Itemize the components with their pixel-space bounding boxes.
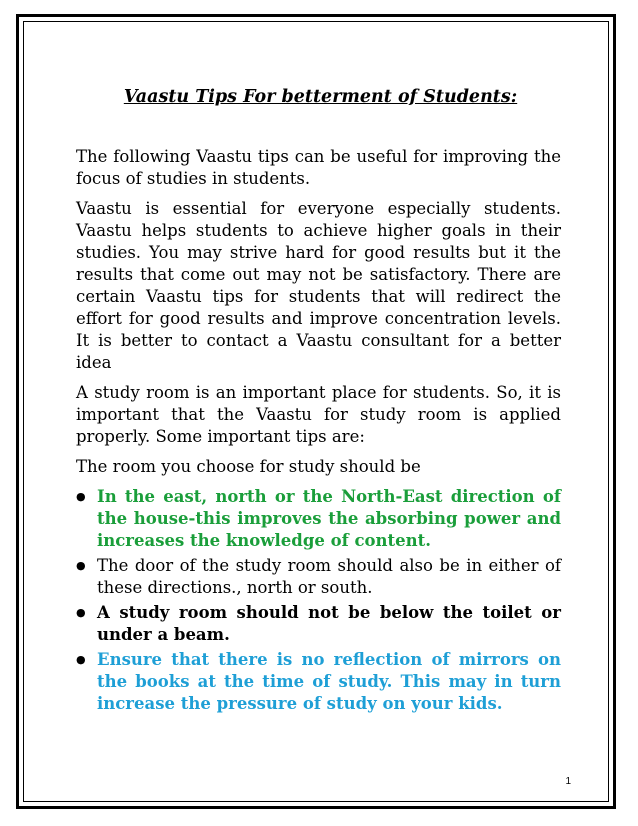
list-item-text: The door of the study room should also be in either of these directions., north or south. bbox=[97, 556, 561, 597]
document-body bbox=[76, 86, 561, 718]
bullet-icon: ● bbox=[76, 490, 86, 503]
document-title: Vaastu Tips For betterment of Students: bbox=[123, 87, 518, 107]
bullet-icon: ● bbox=[76, 606, 86, 619]
list-item bbox=[76, 602, 561, 646]
page-number: 1 bbox=[565, 776, 571, 787]
list-item-text: Ensure that there is no reflection of mirrors on the books at the time of study. This may in turn increase the pressure of study on your kids. bbox=[97, 650, 561, 713]
list-item bbox=[76, 486, 561, 552]
list-item-text: In the east, north or the North-East direction of the house-this improves the absorbing power and increases the knowledge of content. bbox=[97, 487, 561, 550]
bullet-icon: ● bbox=[76, 653, 86, 666]
paragraph-vaastu-essential: Vaastu is essential for everyone especially students. Vaastu helps students to achieve higher goals in their studies. You may strive hard for good results but it the results that come out may not be satisfactory. There are certain Vaastu tips for students that will redirect the effort for good results and improve concentration levels. It is better to contact a Vaastu consultant for a better idea bbox=[76, 199, 561, 372]
list-item bbox=[76, 649, 561, 715]
bullet-icon: ● bbox=[76, 559, 86, 572]
paragraph-room-choice: The room you choose for study should be bbox=[76, 457, 421, 476]
tips-list bbox=[76, 486, 561, 715]
paragraph-study-room: A study room is an important place for students. So, it is important that the Vaastu for study room is applied properly. Some important tips are: bbox=[76, 383, 561, 446]
paragraph-intro: The following Vaastu tips can be useful for improving the focus of studies in students. bbox=[76, 147, 561, 188]
list-item bbox=[76, 555, 561, 599]
list-item-text: A study room should not be below the toilet or under a beam. bbox=[97, 603, 561, 644]
